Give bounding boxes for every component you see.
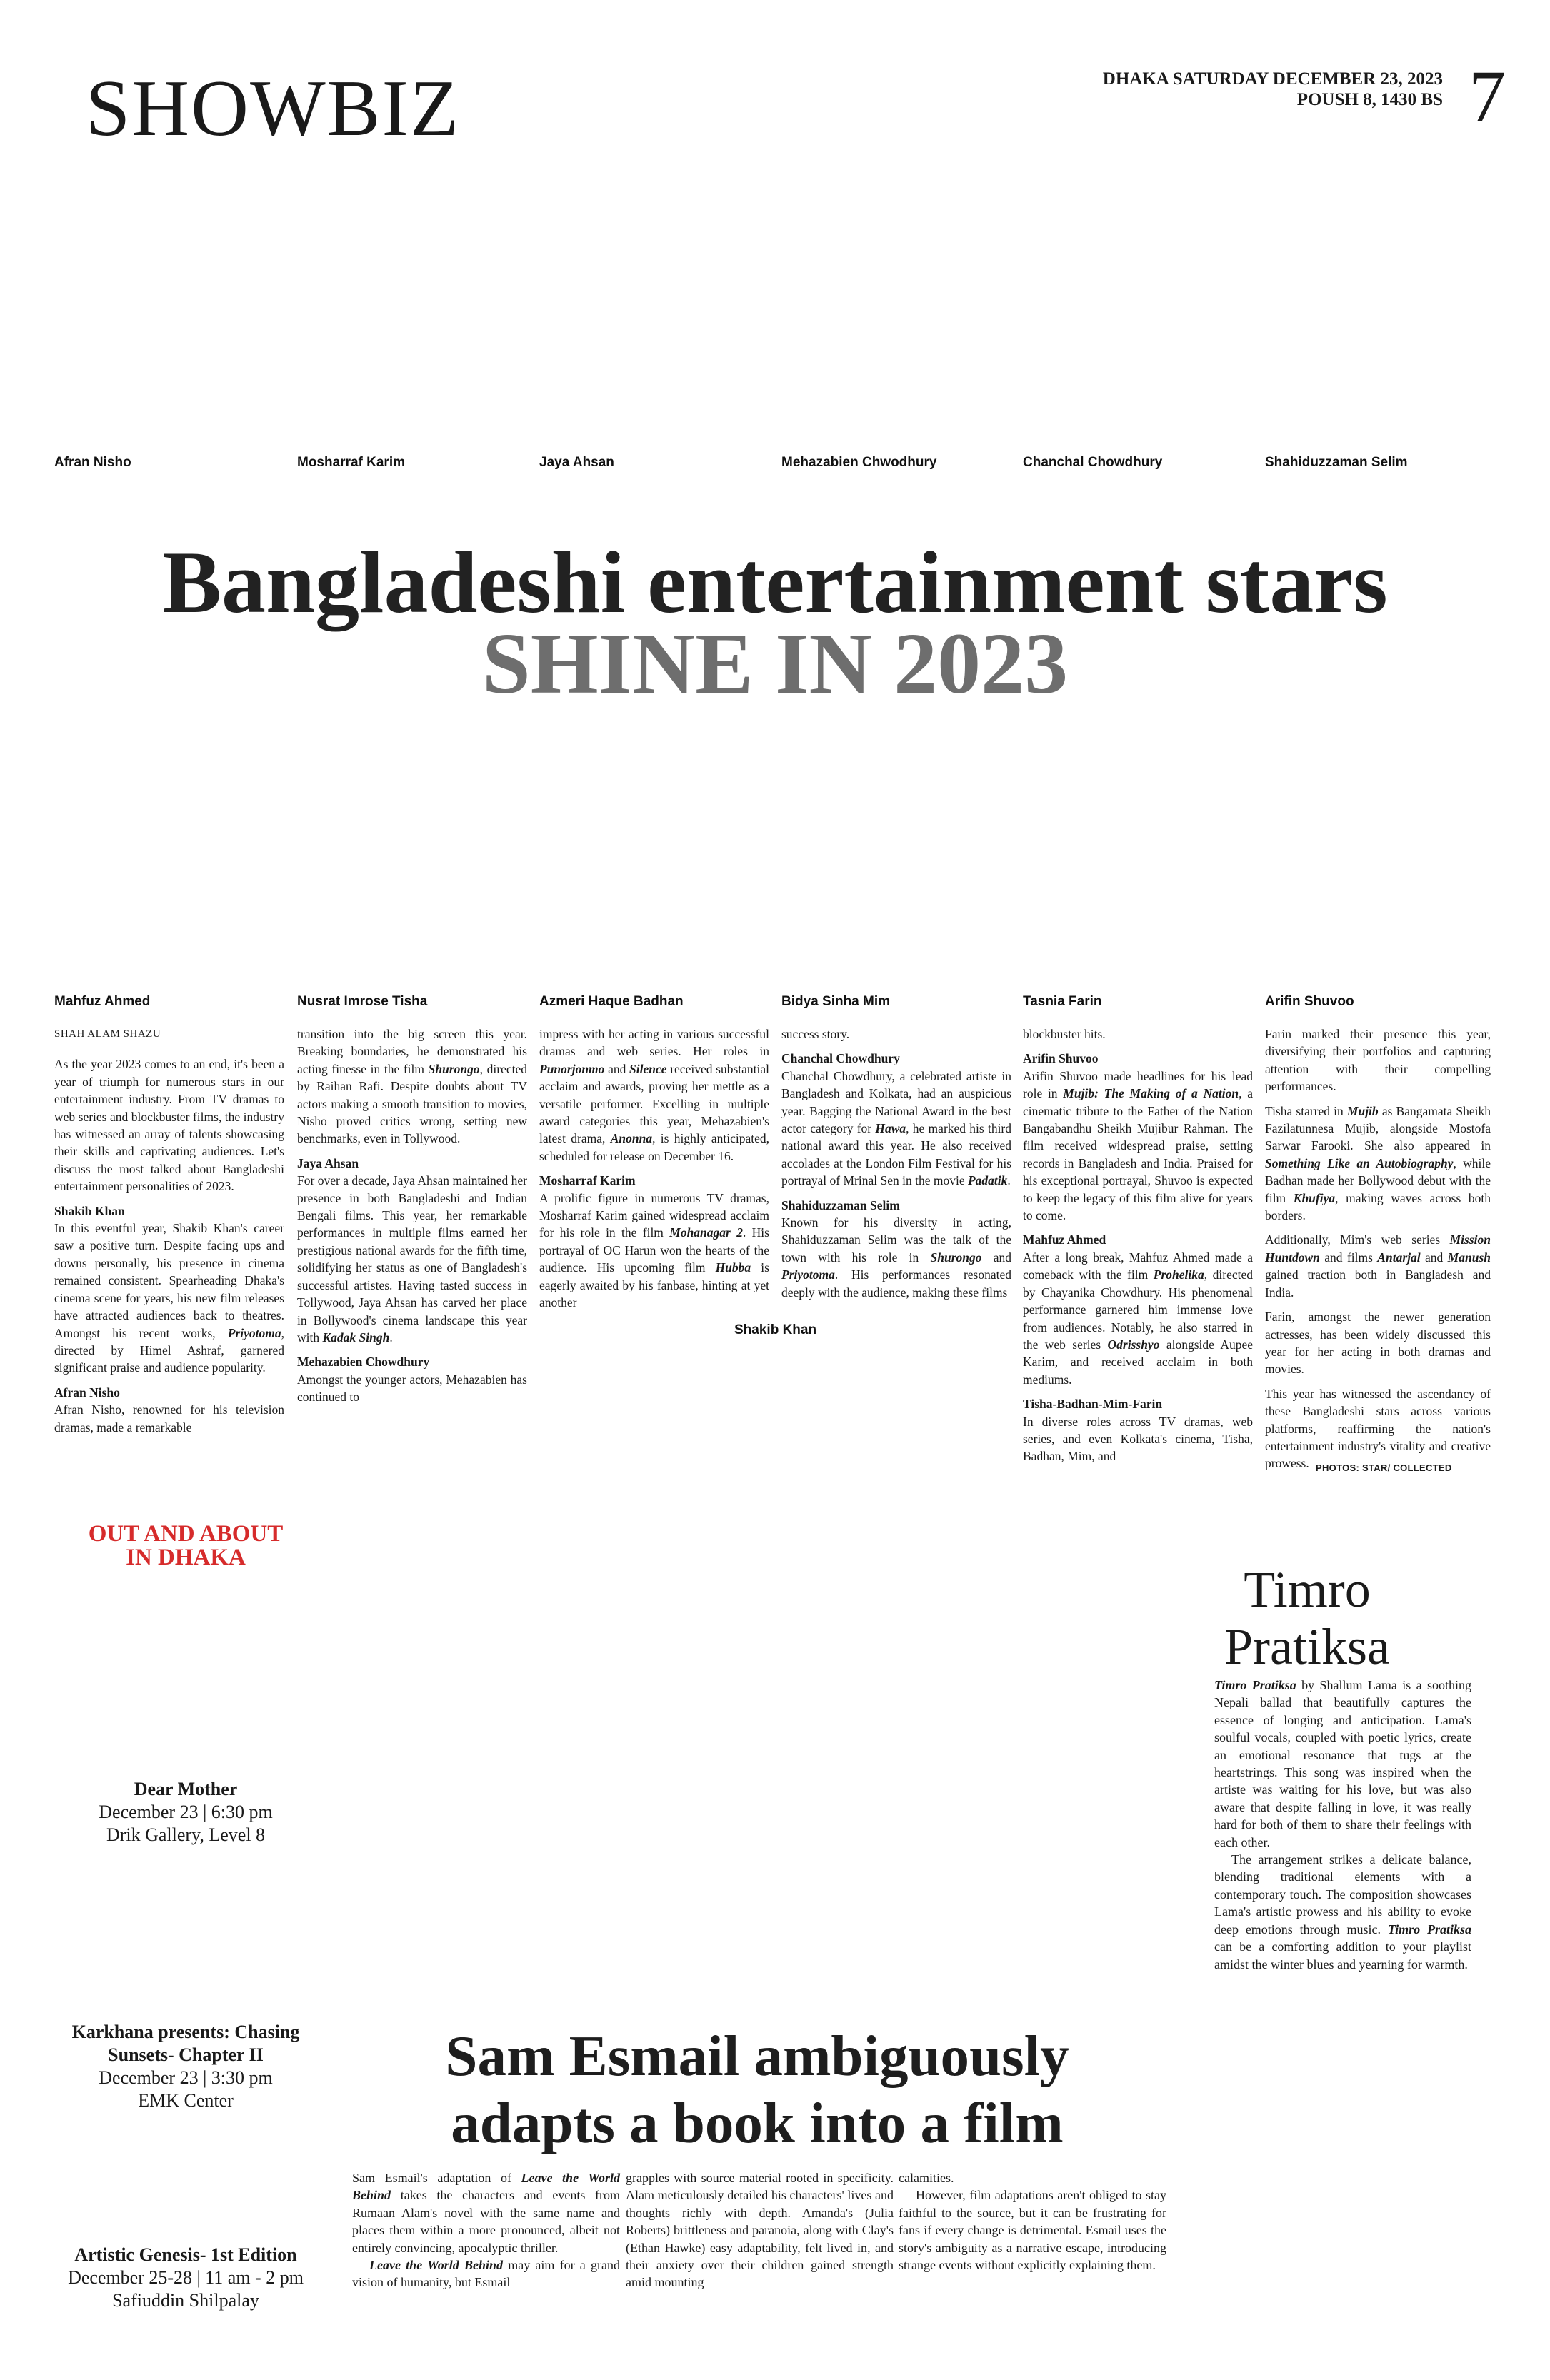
event-listing xyxy=(43,1778,329,1847)
main-headline-accent: SHINE IN 2023 xyxy=(481,616,1069,712)
subheading: Mehazabien Chowdhury xyxy=(297,1355,430,1370)
article-paragraph: Amongst the younger actors, Mehazabien has continued to xyxy=(297,1372,527,1405)
article-column-5 xyxy=(1023,1025,1253,1472)
photo-credit: PHOTOS: STAR/ COLLECTED xyxy=(1316,1462,1452,1473)
article-paragraph: Known for his diversity in acting, Shahiduzzaman Selim was the talk of the town with his role in Shurongo and Priyotoma. His performances resonated deeply with the audience, making these films xyxy=(781,1215,1011,1300)
photo-caption: Jaya Ahsan xyxy=(539,455,614,470)
photo-caption: Bidya Sinha Mim xyxy=(781,994,891,1009)
photo-caption: Mehazabien Chwodhury xyxy=(781,455,937,470)
article-paragraph: After a long break, Mahfuz Ahmed made a comeback with the film Prohelika, directed by Chayanika Chowdhury. His phenomenal performance garnered him immense love from audiences. Notably, he also starred in the web series Odrisshyo alongside Aupee Karim, and received acclaim in both mediums. xyxy=(1023,1250,1254,1387)
story-paragraph: However, film adaptations aren't obliged to stay faithful to the source, but it can be frustrating for fans if every change is detrimental. Esmail uses the story's ambiguity as a narrative escape, introducing strange events without explicitly explaining them. xyxy=(899,2188,1166,2273)
article-paragraph: transition into the big screen this year. Breaking boundaries, he demonstrated his acting finesse in the film Shurongo, directed by Raihan Rafi. Despite doubts about TV actors making a smooth transition to movies, Nisho proved critics wrong, setting new benchmarks, even in Tollywood. xyxy=(297,1027,527,1146)
review-body xyxy=(1214,1677,1471,1973)
review-paragraph: Timro Pratiksa by Shallum Lama is a soothing Nepali ballad that beautifully captures the essence of longing and anticipation. Lama's soulful vocals, coupled with poetic lyrics, create an emotional resonance that tugs at the heartstrings. This song was inspired when the artiste was waiting for his love, but was also aware that despite falling in love, it was really hard for both of them to share their feelings with each other. xyxy=(1214,1678,1472,1849)
article-paragraph: Afran Nisho, renowned for his television dramas, made a remarkable xyxy=(54,1402,284,1435)
story-column-2 xyxy=(626,2169,894,2291)
article-paragraph: Farin marked their presence this year, diversifying their portfolios and capturing attention with their compelling performances. xyxy=(1265,1027,1491,1094)
dateline xyxy=(1103,69,1443,110)
out-and-about-line1: OUT AND ABOUT xyxy=(88,1521,284,1547)
photo-caption: Nusrat Imrose Tisha xyxy=(297,994,428,1009)
review-title-line1: Timro xyxy=(1244,1561,1371,1618)
photo-caption: Chanchal Chowdhury xyxy=(1023,455,1163,470)
article-paragraph: Farin, amongst the newer generation actresses, has been widely discussed this year for her acting in both dramas and movies. xyxy=(1265,1310,1491,1377)
page-number: 7 xyxy=(1469,56,1506,138)
subheading: Shakib Khan xyxy=(54,1203,125,1218)
article-paragraph: blockbuster hits. xyxy=(1023,1027,1106,1041)
event-time: December 23 | 3:30 pm xyxy=(99,2067,273,2088)
date-bengali: POUSH 8, 1430 BS xyxy=(1296,90,1443,109)
article-paragraph: In this eventful year, Shakib Khan's career saw a positive turn. Despite facing ups and downs personally, his presence in cinema remained consistent. Spearheading Dhaka's cinema scene for years, his new film releases have attracted audiences back to theatres. Amongst his recent works, Priyotoma, directed by Himel Ashraf, garnered significant praise and audience popularity. xyxy=(54,1221,284,1375)
main-headline: Bangladeshi entertainment stars xyxy=(162,533,1388,631)
event-venue: Drik Gallery, Level 8 xyxy=(106,1824,266,1845)
article-paragraph: In diverse roles across TV dramas, web series, and even Kolkata's cinema, Tisha, Badhan, Mim, and xyxy=(1023,1414,1253,1464)
event-time: December 23 | 6:30 pm xyxy=(99,1802,273,1822)
story-headline xyxy=(371,2022,1143,2156)
story-paragraph: calamities. xyxy=(899,2171,954,2185)
article-paragraph: Chanchal Chowdhury, a celebrated artiste in Bangladesh and Kolkata, had an auspicious year. Bagging the National Award in the best actor category for Hawa, he marked his third national award this year. He also received accolades at the London Film Festival for his portrayal of Mrinal Sen in the movie Padatik. xyxy=(781,1068,1012,1188)
event-time: December 25-28 | 11 am - 2 pm xyxy=(68,2267,304,2288)
article-paragraph: A prolific figure in numerous TV dramas, Mosharraf Karim gained widespread acclaim for his role in the film Mohanagar 2. His portrayal of OC Harun won the hearts of the audience. His upcoming film Hubba is eagerly awaited by his fanbase, hinting at yet another xyxy=(539,1190,769,1310)
photo-caption: Arifin Shuvoo xyxy=(1265,994,1354,1009)
article-column-2 xyxy=(297,1025,527,1413)
photo-caption: Shahiduzzaman Selim xyxy=(1265,455,1408,470)
article-paragraph: Tisha starred in Mujib as Bangamata Sheikh Fazilatunnesa Mujib, alongside Mostofa Sarwar Farooki. She also appeared in Something Like an Autobiography, while Badhan made her Bollywood debut with the film Khufiya, making waves across both borders. xyxy=(1265,1103,1491,1223)
story-paragraph: Sam Esmail's adaptation of Leave the World Behind takes the characters and events from Rumaan Alam's novel with the same name and places them within a more pronounced, albeit not entirely convincing, apocalyptic thriller. xyxy=(352,2171,620,2255)
event-name: Artistic Genesis- 1st Edition xyxy=(74,2244,297,2265)
event-listing xyxy=(43,2021,329,2112)
story-column-1 xyxy=(352,2169,620,2291)
review-paragraph: The arrangement strikes a delicate balance, blending traditional elements with a contemporary touch. The composition showcases Lama's artistic prowess and his ability to evoke deep emotions through music. Timro Pratiksa can be a comforting addition to your playlist amidst the winter blues and yearning for warmth. xyxy=(1214,1852,1472,1972)
byline: SHAH ALAM SHAZU xyxy=(54,1028,161,1040)
event-name: Dear Mother xyxy=(134,1779,238,1799)
article-column-1 xyxy=(54,1025,284,1443)
section-masthead: SHOWBIZ xyxy=(86,64,461,153)
review-title xyxy=(1171,1561,1443,1675)
subheading: Arifin Shuvoo xyxy=(1023,1051,1099,1066)
subheading: Mosharraf Karim xyxy=(539,1173,636,1188)
article-paragraph: Additionally, Mim's web series Mission Huntdown and films Antarjal and Manush gained traction both in Bangladesh and India. xyxy=(1265,1232,1491,1300)
subheading: Jaya Ahsan xyxy=(297,1155,359,1170)
story-paragraph: grapples with source material rooted in specificity. Alam meticulously detailed his characters' lives and thoughts richly with depth. Amanda's (Julia Roberts) brittleness and paranoia, along with Clay's (Ethan Hawke) easy adaptability, felt lived in, and their anxiety over their children gained strength amid mounting xyxy=(626,2171,894,2290)
subheading: Shahiduzzaman Selim xyxy=(781,1197,900,1212)
photo-caption: Afran Nisho xyxy=(54,455,131,470)
article-paragraph: impress with her acting in various successful dramas and web series. Her roles in Punorjonmo and Silence received substantial acclaim and awards, proving her mettle as a versatile performer. Excelling in multiple award categories this year, Mehazabien's latest drama, Anonna, is highly anticipated, scheduled for release on December 16. xyxy=(539,1027,769,1163)
article-column-4 xyxy=(781,1025,1011,1308)
article-paragraph: success story. xyxy=(781,1027,850,1041)
article-paragraph: This year has witnessed the ascendancy of these Bangladeshi stars across various platforms, reaffirming the nation's entertainment industry's vitality and creative prowess. xyxy=(1265,1386,1491,1471)
photo-caption-inline: Shakib Khan xyxy=(734,1322,817,1337)
article-column-3 xyxy=(539,1025,769,1319)
photo-caption: Azmeri Haque Badhan xyxy=(539,994,684,1009)
subheading: Chanchal Chowdhury xyxy=(781,1051,900,1066)
story-headline-line1: Sam Esmail ambiguously xyxy=(445,2024,1069,2088)
review-title-line2: Pratiksa xyxy=(1224,1618,1390,1675)
subheading: Tisha-Badhan-Mim-Farin xyxy=(1023,1397,1163,1412)
event-venue: EMK Center xyxy=(138,2090,234,2111)
out-and-about-line2: IN DHAKA xyxy=(126,1545,246,1570)
event-name: Karkhana presents: Chasing Sunsets- Chapter II xyxy=(71,2022,300,2065)
article-paragraph: Arifin Shuvoo made headlines for his lead role in Mujib: The Making of a Nation, a cinematic tribute to the Father of the Nation Bangabandhu Sheikh Mujibur Rahman. The film received widespread praise, setting records in Bangladesh and India. Praised for his exceptional portrayal, Shuvoo is expected to keep the legacy of this film alive for years to come. xyxy=(1023,1068,1253,1223)
subheading: Afran Nisho xyxy=(54,1385,120,1400)
out-and-about-title xyxy=(71,1522,300,1570)
story-column-3 xyxy=(899,2169,1166,2274)
article-paragraph: As the year 2023 comes to an end, it's been a year of triumph for numerous stars in our entertainment industry. From TV dramas to web series and blockbuster films, the industry has witnessed an array of talents showcasing their skills and captivating audiences. Let's discuss the most talked about Bangladeshi entertainment personalities of 2023. xyxy=(54,1057,284,1194)
photo-caption: Mosharraf Karim xyxy=(297,455,405,470)
date-gregorian: DHAKA SATURDAY DECEMBER 23, 2023 xyxy=(1102,69,1443,89)
photo-caption: Tasnia Farin xyxy=(1023,994,1102,1009)
photo-caption: Mahfuz Ahmed xyxy=(54,994,151,1009)
story-headline-line2: adapts a book into a film xyxy=(451,2091,1064,2155)
article-column-6 xyxy=(1265,1025,1491,1480)
story-paragraph: Leave the World Behind may aim for a grand vision of humanity, but Esmail xyxy=(352,2258,620,2290)
article-paragraph: For over a decade, Jaya Ahsan maintained her presence in both Bangladeshi and Indian Bengali films. This year, her remarkable performances in multiple films earned her prestigious national awards for the fifth time, solidifying her status as one of Bangladesh's successful artistes. Having tasted success in Tollywood, Jaya Ahsan has carved her place in Bollywood's cinema landscape this year with Kadak Singh. xyxy=(297,1173,527,1345)
event-listing xyxy=(43,2244,329,2312)
event-venue: Safiuddin Shilpalay xyxy=(112,2290,259,2311)
subheading: Mahfuz Ahmed xyxy=(1023,1232,1106,1247)
